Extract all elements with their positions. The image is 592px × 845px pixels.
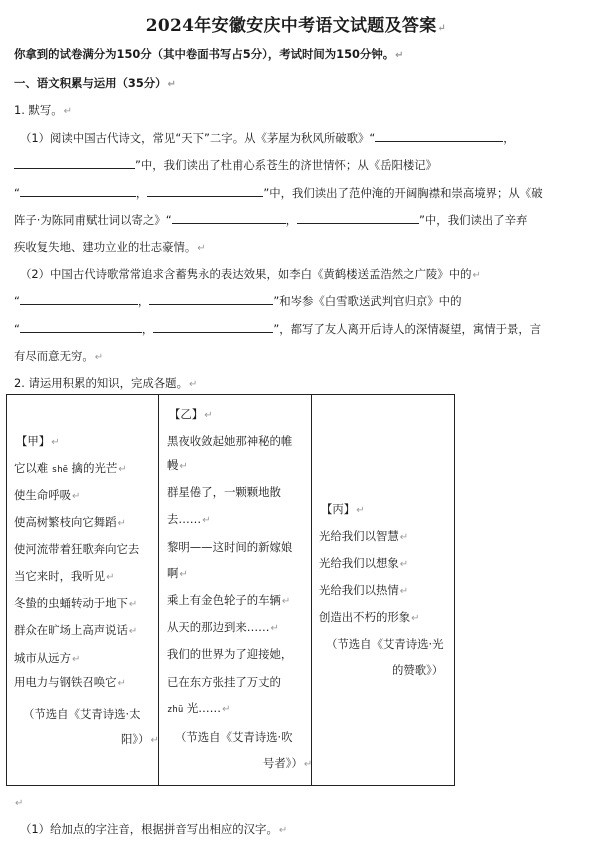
question-1-2-line-2: “ ， ”和岑参《白雪歌送武判官归京》中的 xyxy=(14,294,462,308)
question-1-heading: 1. 默写。↵ xyxy=(14,103,73,117)
poem-line: 它以难 shē 擒的光芒↵ xyxy=(14,461,127,475)
poem-source: 阳》）↵ xyxy=(121,732,159,746)
poem-line: 光给我们以热情↵ xyxy=(319,583,409,597)
poem-line: 从天的那边到来……↵ xyxy=(167,620,279,634)
poem-source: 号者》）↵ xyxy=(263,756,313,770)
question-1-1-line-1: （1）阅读中国古代诗文，常见“天下”二字。从《茅屋为秋风所破歌》“ ， xyxy=(20,131,515,145)
poem-line: 光给我们以智慧↵ xyxy=(319,529,409,543)
poem-line: 使河流带着狂歌奔向它去 xyxy=(14,542,140,556)
poem-line: 去……↵ xyxy=(167,512,211,526)
poem-label: 【丙】↵ xyxy=(321,502,365,516)
answer-blank[interactable] xyxy=(297,212,419,224)
section-heading: 一、语文积累与运用（35分）↵ xyxy=(14,76,176,90)
poem-line: 已在东方张挂了万丈的 xyxy=(167,675,281,689)
poem-line: zhū 光……↵ xyxy=(167,701,231,715)
poem-line: 群星倦了，一颗颗地散 xyxy=(167,485,281,499)
poem-line: 用电力与钢铁召唤它↵ xyxy=(14,675,126,689)
poem-label: 【乙】↵ xyxy=(169,407,213,421)
poem-label: 【甲】↵ xyxy=(16,434,60,448)
question-1-1-line-3: “ ， ”中，我们读出了范仲淹的开阔胸襟和崇高境界；从《破 xyxy=(14,186,543,200)
question-1-2-line-4: 有尽而意无穷。↵ xyxy=(14,349,104,363)
poem-line: 光给我们以想象↵ xyxy=(319,556,409,570)
poem-line: 使高树繁枝向它舞蹈↵ xyxy=(14,515,126,529)
poem-bing xyxy=(312,395,455,785)
poem-source: （节选自《艾青诗选·太 xyxy=(23,707,141,721)
poem-jia xyxy=(7,395,158,785)
answer-blank[interactable] xyxy=(153,321,273,333)
question-2-heading: 2. 请运用积累的知识，完成各题。↵ xyxy=(14,376,198,390)
poem-line: 幔↵ xyxy=(167,458,188,472)
answer-blank[interactable] xyxy=(20,321,142,333)
poem-line: 城市从远方↵ xyxy=(14,651,81,665)
answer-blank[interactable] xyxy=(147,185,263,197)
answer-blank[interactable] xyxy=(20,293,138,305)
poem-line: 黑夜收敛起她那神秘的帷 xyxy=(167,434,293,448)
poem-source: 的赞歌》） xyxy=(392,663,444,677)
answer-blank[interactable] xyxy=(14,157,135,169)
answer-blank[interactable] xyxy=(172,212,286,224)
poem-line: 乘上有金色轮子的车辆↵ xyxy=(167,593,291,607)
question-2-1: （1）给加点的字注音，根据拼音写出相应的汉字。↵ xyxy=(20,822,288,836)
exam-intro: 你拿到的试卷满分为150分（其中卷面书写占5分），考试时间为150分钟。↵ xyxy=(14,47,404,61)
question-1-1-line-4: 阵子·为陈同甫赋壮词以寄之》“ ， ”中，我们读出了辛弃 xyxy=(14,213,528,227)
poem-line: 当它来时，我听见↵ xyxy=(14,569,115,583)
poem-line: 黎明——这时间的新嫁娘 xyxy=(167,540,293,554)
question-1-1-line-5: 疾收复失地、建功立业的壮志豪情。↵ xyxy=(14,240,206,254)
answer-blank[interactable] xyxy=(20,185,136,197)
answer-blank[interactable] xyxy=(375,130,503,142)
poem-line: 创造出不朽的形象↵ xyxy=(319,610,420,624)
poem-line: 群众在旷场上高声说话↵ xyxy=(14,623,138,637)
question-1-1-line-2: ”中，我们读出了杜甫心系苍生的济世情怀；从《岳阳楼记》 xyxy=(14,157,437,173)
page-title: 2024年安徽安庆中考语文试题及答案↵ xyxy=(145,16,447,36)
poem-line: 冬蛰的虫蛹转动于地下↵ xyxy=(14,596,138,610)
poem-source: （节选自《艾青诗选·吹 xyxy=(175,730,293,744)
poem-line: 啊↵ xyxy=(167,566,188,580)
poem-line: 我们的世界为了迎接她， xyxy=(167,647,293,661)
question-1-2-line-3: “ ， ”，都写了友人离开后诗人的深情凝望，寓情于景，言 xyxy=(14,322,542,336)
answer-blank[interactable] xyxy=(149,293,273,305)
poem-yi xyxy=(159,395,311,785)
poem-table xyxy=(6,394,455,786)
poem-line: 使生命呼吸↵ xyxy=(14,488,81,502)
question-1-2-line-1: （2）中国古代诗歌常常追求含蓄隽永的表达效果，如李白《黄鹤楼送孟浩然之广陵》中的↵ xyxy=(20,267,481,281)
poem-source: （节选自《艾青诗选·光 xyxy=(326,637,444,651)
empty-paragraph: ↵ xyxy=(15,798,24,809)
